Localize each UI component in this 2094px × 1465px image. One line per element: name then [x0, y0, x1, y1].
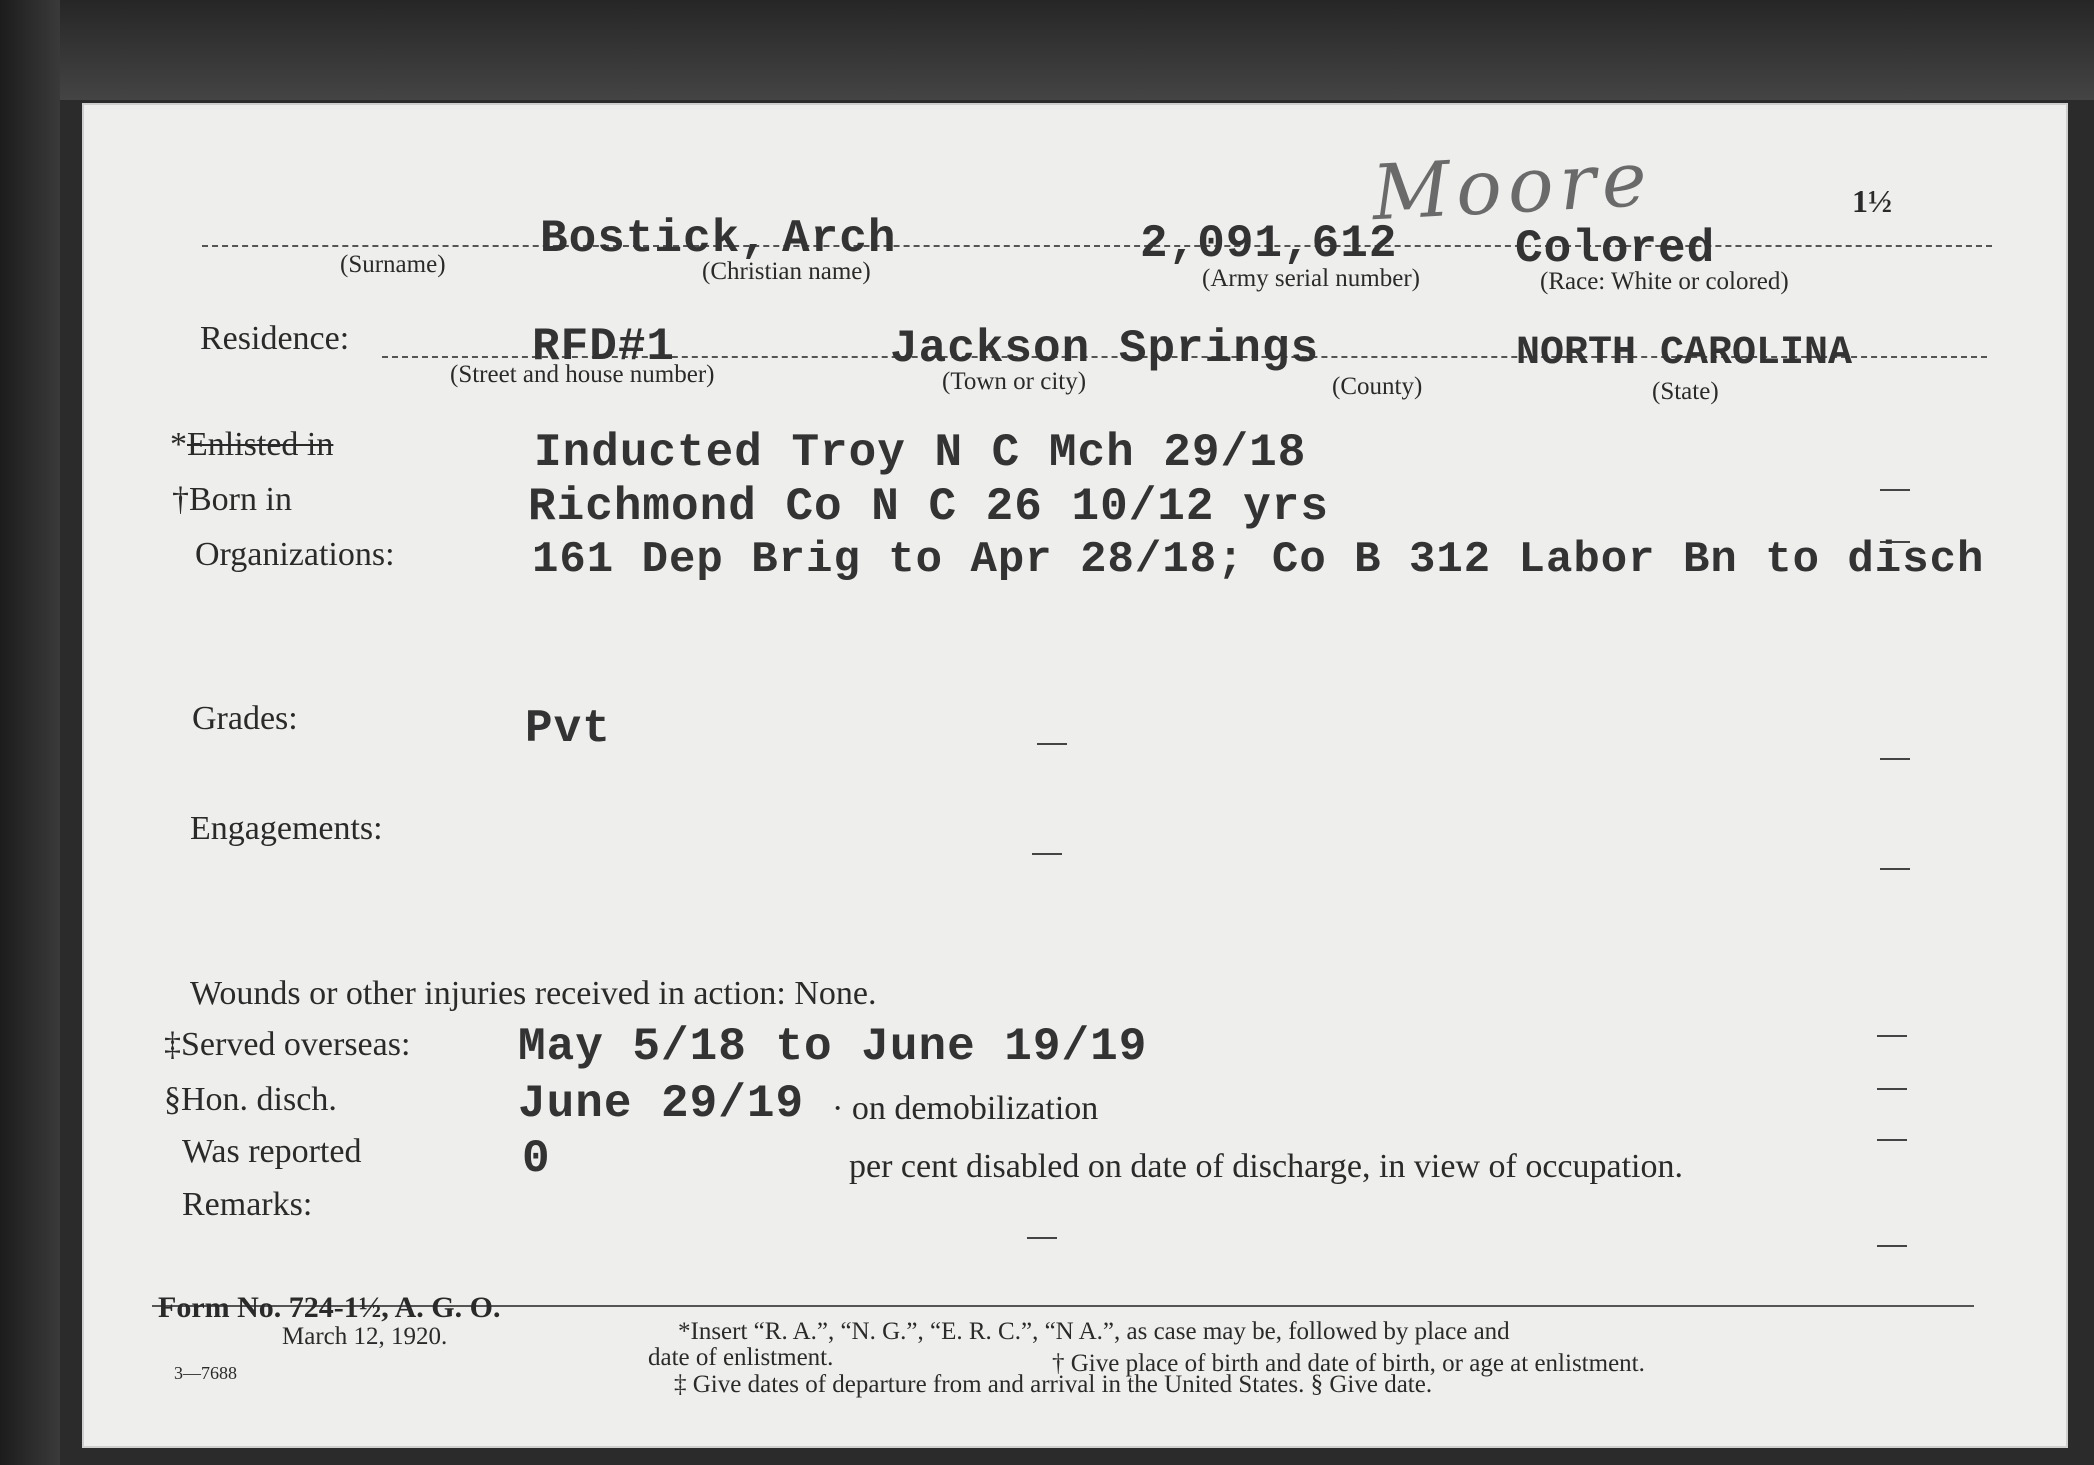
- residence-state-value: NORTH CAROLINA: [1516, 331, 1853, 376]
- army-serial-caption: (Army serial number): [1202, 265, 1420, 292]
- organizations-label: Organizations:: [195, 536, 395, 573]
- grades-value: Pvt: [525, 703, 611, 755]
- residence-label: Residence:: [200, 320, 350, 357]
- county-caption: (County): [1332, 373, 1423, 400]
- card-fraction: 1½: [1852, 183, 1892, 219]
- grades-label: Grades:: [192, 700, 298, 737]
- state-caption: (State): [1652, 378, 1719, 405]
- surname-caption: (Surname): [340, 251, 446, 278]
- town-caption: (Town or city): [942, 368, 1087, 395]
- born-marker: †: [172, 481, 189, 518]
- name-dotted-line: [202, 245, 1992, 247]
- enlisted-marker: *: [170, 426, 187, 463]
- form-date: March 12, 1920.: [282, 1323, 448, 1350]
- reported-value: 0: [522, 1133, 551, 1185]
- born-label-text: Born in: [189, 481, 292, 518]
- christian-name-caption: (Christian name): [702, 258, 871, 285]
- hon-disch-dash: [1877, 1088, 1907, 1090]
- scan-background-left: [0, 0, 60, 1465]
- enlisted-label-text: Enlisted in: [187, 426, 334, 463]
- footnote-born: † Give place of birth and date of birth, or age at enlistment.: [1052, 1350, 1645, 1377]
- christian-name-value: Arch: [782, 213, 897, 265]
- footnote-overseas: ‡ Give dates of departure from and arrival in the United States. § Give date.: [674, 1371, 1433, 1398]
- reported-label: Was reported: [182, 1133, 362, 1170]
- wounds-label-text: Wounds or other injuries received in action:: [190, 975, 786, 1012]
- residence-street-value: RFD#1: [532, 321, 676, 373]
- race-caption: (Race: White or colored): [1540, 268, 1789, 295]
- hon-disch-label: [164, 1081, 337, 1119]
- street-caption: (Street and house number): [450, 361, 715, 388]
- remarks-dash-right: [1877, 1245, 1907, 1247]
- footnote-enlisted: *Insert “R. A.”, “N. G.”, “E. R. C.”, “N A.”, as case may be, followed by place and: [678, 1318, 1510, 1345]
- reported-suffix: per cent disabled on date of discharge, in view of occupation.: [849, 1148, 1683, 1185]
- hon-disch-value: June 29/19: [518, 1078, 805, 1130]
- organizations-value: 161 Dep Brig to Apr 28/18; Co B 312 Labor Bn to disch: [532, 535, 1985, 585]
- engagements-label: Engagements:: [190, 810, 383, 847]
- hon-disch-label-text: Hon. disch.: [181, 1081, 337, 1118]
- born-label: [172, 481, 292, 519]
- residence-town-value: Jackson Springs: [890, 323, 1320, 375]
- grades-dash-right: [1880, 758, 1910, 760]
- engagements-dash-mid: [1032, 853, 1062, 855]
- print-code: 3—7688: [174, 1363, 237, 1383]
- form-number: Form No. 724-1½, A. G. O.: [158, 1291, 501, 1324]
- remarks-dash-mid: [1027, 1237, 1057, 1239]
- engagements-dash-right: [1880, 868, 1910, 870]
- enlisted-dash: [1880, 489, 1910, 491]
- wounds-value: None.: [794, 975, 877, 1012]
- hon-disch-suffix: · on demobilization: [832, 1090, 1099, 1127]
- grades-dash-mid: [1037, 743, 1067, 745]
- army-serial-value: 2,091,612: [1140, 218, 1398, 270]
- overseas-marker: ‡: [164, 1026, 181, 1063]
- overseas-dash: [1877, 1035, 1907, 1037]
- reported-dash: [1877, 1139, 1907, 1141]
- enlisted-label: [170, 426, 333, 464]
- race-value: Colored: [1515, 223, 1716, 275]
- scan-background-top: [0, 0, 2094, 100]
- surname-value: Bostick,: [540, 213, 769, 265]
- overseas-value: May 5/18 to June 19/19: [518, 1021, 1148, 1073]
- born-value: Richmond Co N C 26 10/12 yrs: [528, 481, 1329, 533]
- handwritten-surname: Moore: [1369, 133, 1655, 238]
- hon-disch-marker: §: [164, 1081, 181, 1118]
- remarks-label: Remarks:: [182, 1186, 313, 1223]
- overseas-label: [164, 1026, 410, 1064]
- service-record-card: [82, 103, 2068, 1448]
- wounds-label: [190, 975, 877, 1013]
- overseas-label-text: Served overseas:: [181, 1026, 411, 1063]
- footnote-enlistment-date: date of enlistment.: [648, 1344, 834, 1371]
- enlisted-value: Inducted Troy N C Mch 29/18: [534, 427, 1307, 479]
